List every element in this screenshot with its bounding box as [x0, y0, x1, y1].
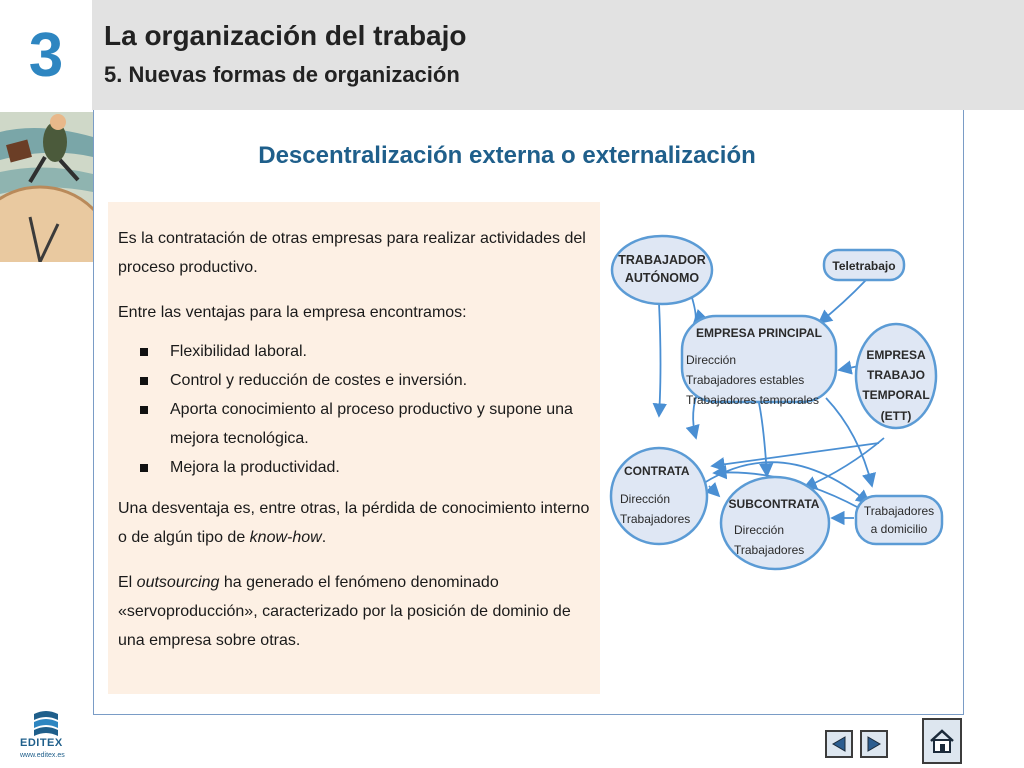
chapter-box	[0, 0, 92, 110]
bullet-square-icon	[140, 406, 148, 414]
advantages-intro: Entre las ventajas para la empresa encontramos:	[118, 304, 467, 321]
know-how-term: know-how	[249, 529, 322, 546]
svg-text:Teletrabajo: Teletrabajo	[832, 259, 896, 273]
chapter-number: 3	[28, 20, 64, 90]
node-trabajadores-domicilio	[856, 496, 942, 544]
arrow-ett-contrata	[712, 443, 879, 466]
externalization-diagram	[604, 228, 954, 578]
page-title: La organización del trabajo	[104, 20, 467, 51]
svg-text:Trabajadores: Trabajadores	[620, 512, 691, 526]
node-trabajador-autonomo	[612, 236, 712, 304]
node-teletrabajo	[824, 250, 904, 280]
section-title: Descentralización externa o externalización	[258, 142, 756, 169]
svg-text:Trabajadores: Trabajadores	[734, 543, 805, 557]
svg-text:Trabajadores: Trabajadores	[863, 504, 935, 518]
page-subtitle: 5. Nuevas formas de organización	[104, 62, 460, 87]
node-ett	[856, 324, 936, 428]
bullet-square-icon	[140, 348, 148, 356]
svg-text:a domicilio: a domicilio	[870, 522, 928, 536]
svg-text:(ETT): (ETT)	[880, 409, 912, 423]
arrow-left-icon	[830, 735, 848, 753]
arrow-autonomo-contrata	[659, 303, 661, 416]
svg-text:TRABAJADOR: TRABAJADOR	[618, 253, 706, 267]
text-panel	[108, 202, 600, 694]
svg-text:Dirección: Dirección	[620, 492, 671, 506]
svg-text:Trabajadores temporales: Trabajadores temporales	[686, 393, 819, 407]
previous-slide-button[interactable]	[825, 730, 853, 758]
svg-text:Trabajadores estables: Trabajadores estables	[686, 373, 805, 387]
side-illustration	[0, 112, 93, 262]
header-bar	[92, 0, 1024, 110]
arrow-teletrabajo-principal	[819, 280, 866, 323]
node-empresa-principal	[682, 316, 836, 407]
intro-paragraph: Es la contratación de otras empresas para realizar actividades del proceso productivo.	[118, 230, 586, 276]
home-button[interactable]	[922, 718, 962, 764]
arrow-right-icon	[865, 735, 883, 753]
outsourcing-term: outsourcing	[136, 574, 220, 591]
svg-text:CONTRATA: CONTRATA	[624, 464, 690, 478]
next-slide-button[interactable]	[860, 730, 888, 758]
svg-text:AUTÓNOMO: AUTÓNOMO	[624, 271, 700, 285]
svg-text:Dirección: Dirección	[686, 353, 737, 367]
home-icon	[927, 726, 957, 756]
svg-text:EMPRESA: EMPRESA	[866, 348, 926, 362]
brand-name: EDITEX	[20, 737, 63, 749]
advantages-list	[118, 337, 590, 482]
svg-text:SUBCONTRATA: SUBCONTRATA	[728, 497, 820, 511]
arrow-principal-subcontrata	[759, 403, 767, 476]
list-item: Mejora la productividad.	[118, 453, 590, 482]
svg-text:TRABAJO: TRABAJO	[866, 368, 926, 382]
brand-url: www.editex.es	[20, 752, 65, 759]
svg-text:TEMPORAL: TEMPORAL	[862, 388, 930, 402]
outsourcing-paragraph: El outsourcing ha generado el fenómeno denominado «servoproducción», caracterizado por la posición de dominio de una empresa sobre otras.	[118, 574, 571, 649]
bullet-square-icon	[140, 377, 148, 385]
arrow-contrata-subcontrata	[709, 486, 719, 496]
list-item: Control y reducción de costes e inversión.	[118, 366, 590, 395]
arrow-ett-subcontrata	[804, 438, 884, 488]
svg-text:EMPRESA PRINCIPAL: EMPRESA PRINCIPAL	[695, 326, 823, 340]
list-item: Aporta conocimiento al proceso productivo y supone una mejora tecnológica.	[118, 395, 590, 453]
list-item: Flexibilidad laboral.	[118, 337, 590, 366]
svg-text:Dirección: Dirección	[734, 523, 785, 537]
disadvantage-paragraph: Una desventaja es, entre otras, la pérdida de conocimiento interno o de algún tipo de know-how.	[118, 500, 590, 546]
node-contrata	[611, 448, 707, 544]
node-subcontrata	[721, 477, 829, 569]
bullet-square-icon	[140, 464, 148, 472]
